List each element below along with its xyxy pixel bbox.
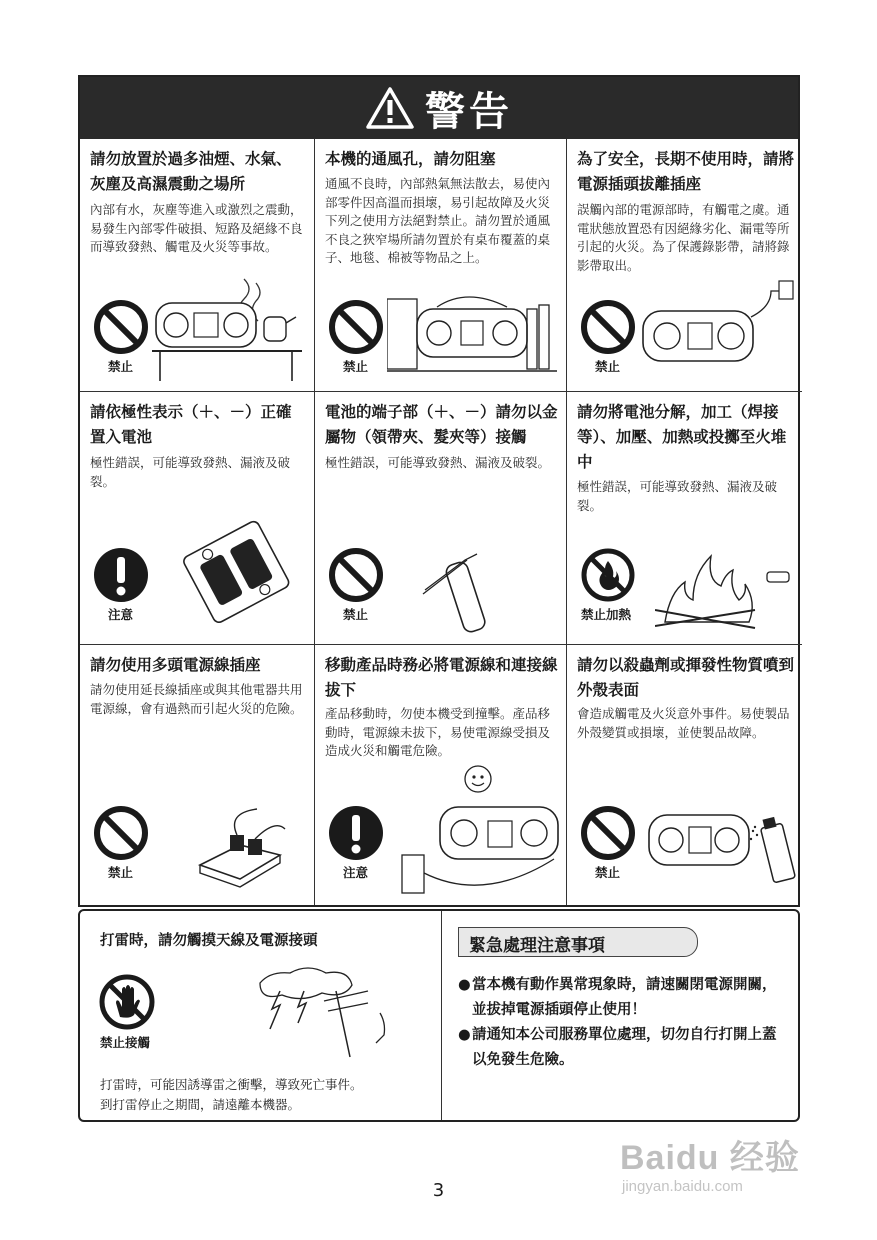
no-fire-icon	[580, 547, 636, 603]
cell-title: 本機的通風孔，請勿阻塞	[325, 150, 496, 168]
bottom-panel	[78, 909, 800, 1122]
cell-body: 極性錯誤，可能導致發熱、漏液及破裂。	[90, 455, 291, 489]
cell-title: 請勿將電池分解，加工（焊接等）、加壓、加熱或投擲至火堆中	[577, 403, 787, 471]
warning-cell	[567, 645, 802, 905]
cell-body: 極性錯誤，可能導致發熱、漏液及破裂。	[577, 479, 778, 513]
warning-cell	[567, 139, 802, 392]
caution-icon	[93, 547, 149, 603]
prohibited-icon	[580, 299, 636, 355]
thunder-note	[100, 1075, 363, 1115]
warning-triangle-icon	[365, 86, 415, 130]
radio-on-table-illustration	[152, 269, 310, 384]
unplug-before-moving-illustration	[400, 763, 565, 898]
cell-body: 產品移動時，勿使本機受到撞擊。產品移動時，電源線未拔下，易使電源線受損及造成火災和觸電危險。	[325, 706, 551, 758]
cell-body: 內部有水，灰塵等進入或激烈之震動，易發生內部零件破損、短路及絕緣不良而導致發熱、觸電及火災等事故。	[90, 202, 303, 254]
symbol-label: 禁止接觸	[100, 1035, 151, 1050]
spray-on-radio-illustration	[647, 795, 797, 895]
battery-polarity-illustration	[172, 510, 297, 635]
emergency-list	[458, 973, 788, 1073]
emergency-item-text: 請通知本公司服務單位處理，切勿自行打開上蓋以免發生危險。	[472, 1027, 777, 1068]
panel-divider	[441, 911, 442, 1120]
symbol-label: 禁止	[595, 359, 621, 374]
warning-panel	[78, 75, 800, 907]
symbol-label: 禁止	[108, 865, 134, 880]
symbol-label: 禁止	[108, 359, 134, 374]
warning-cell	[315, 139, 567, 392]
cell-title: 電池的端子部（＋、－）請勿以金屬物（領帶夾、髮夾等）接觸	[325, 403, 558, 446]
symbol-label: 禁止加熱	[581, 607, 632, 622]
bullet-icon: ●	[458, 1027, 471, 1043]
thunder-title: 打雷時，請勿觸摸天線及電源接頭	[100, 933, 318, 949]
emergency-item-text: 當本機有動作異常現象時，請速關閉電源開關，並拔掉電源插頭停止使用！	[472, 977, 777, 1018]
cell-body: 通風不良時，內部熱氣無法散去，易使內部零件因高溫而損壞，易引起故障及火災下列之使用方法絕對禁止。請勿置於通風不良之狹窄場所請勿置於有桌布覆蓋的桌子、地毯、棉被等物品之上。	[325, 176, 551, 265]
lightning-antenna-illustration	[240, 961, 420, 1061]
warning-cell	[80, 139, 315, 392]
radio-blocked-vents-illustration	[387, 279, 562, 389]
warning-cell	[567, 392, 802, 645]
emergency-item	[458, 1023, 788, 1073]
thunder-line: 打雷時，可能因誘導雷之衝擊，導致死亡事件。	[100, 1077, 363, 1092]
emergency-title: 緊急處理注意事項	[469, 936, 605, 956]
emergency-title-box	[458, 927, 698, 957]
cell-title: 請勿以殺蟲劑或揮發性物質噴到外殼表面	[577, 656, 795, 699]
prohibited-icon	[93, 299, 149, 355]
bullet-icon: ●	[458, 977, 471, 993]
page-title: 警告	[425, 88, 513, 135]
cell-body: 請勿使用延長線插座或與其他電器共用電源線，會有過熱而引起火災的危險。	[90, 682, 303, 716]
cell-body: 極性錯誤，可能導致發熱、漏液及破裂。	[325, 455, 551, 470]
emergency-item	[458, 973, 788, 1023]
radio-unplugged-illustration	[639, 277, 797, 377]
prohibited-icon	[328, 547, 384, 603]
cell-body: 會造成觸電及火災意外事件。易使製品外殼變質或損壞，並使製品故障。	[577, 706, 790, 740]
watermark-url: jingyan.baidu.com	[622, 1178, 743, 1195]
thunder-line: 到打雷停止之期間，請遠離本機器。	[100, 1097, 301, 1112]
prohibited-icon	[328, 299, 384, 355]
warning-header	[80, 77, 798, 139]
prohibited-icon	[93, 805, 149, 861]
warning-cell	[315, 645, 567, 905]
cell-title: 請勿使用多頭電源線插座	[90, 656, 261, 674]
battery-fire-illustration	[655, 532, 795, 632]
prohibited-icon	[580, 805, 636, 861]
symbol-label: 注意	[343, 865, 369, 880]
cell-body: 誤觸內部的電源部時，有觸電之虞。通電狀態放置恐有因絕緣劣化、漏電等所引起的火災。為了保護錄影帶，請將錄影帶取出。	[577, 202, 790, 273]
symbol-label: 禁止	[343, 359, 369, 374]
warning-cell	[80, 392, 315, 645]
battery-metal-contact-illustration	[415, 542, 515, 637]
no-touch-icon	[98, 973, 156, 1031]
warning-cell	[80, 645, 315, 905]
symbol-label: 注意	[108, 607, 134, 622]
cell-title: 移動產品時務必將電源線和連接線拔下	[325, 656, 558, 699]
symbol-label: 禁止	[595, 865, 621, 880]
cell-title: 請勿放置於過多油煙、水氣、灰塵及高濕震動之場所	[90, 150, 292, 193]
multi-plug-illustration	[190, 805, 290, 895]
cell-title: 為了安全，長期不使用時，請將電源插頭拔離插座	[577, 150, 795, 193]
warning-cell	[315, 392, 567, 645]
warning-grid	[80, 139, 798, 905]
symbol-label: 禁止	[343, 607, 369, 622]
page-number: 3	[432, 1180, 445, 1201]
caution-icon	[328, 805, 384, 861]
cell-title: 請依極性表示（＋、－）正確置入電池	[90, 403, 292, 446]
watermark-logo: Baidu 经验	[620, 1139, 800, 1177]
